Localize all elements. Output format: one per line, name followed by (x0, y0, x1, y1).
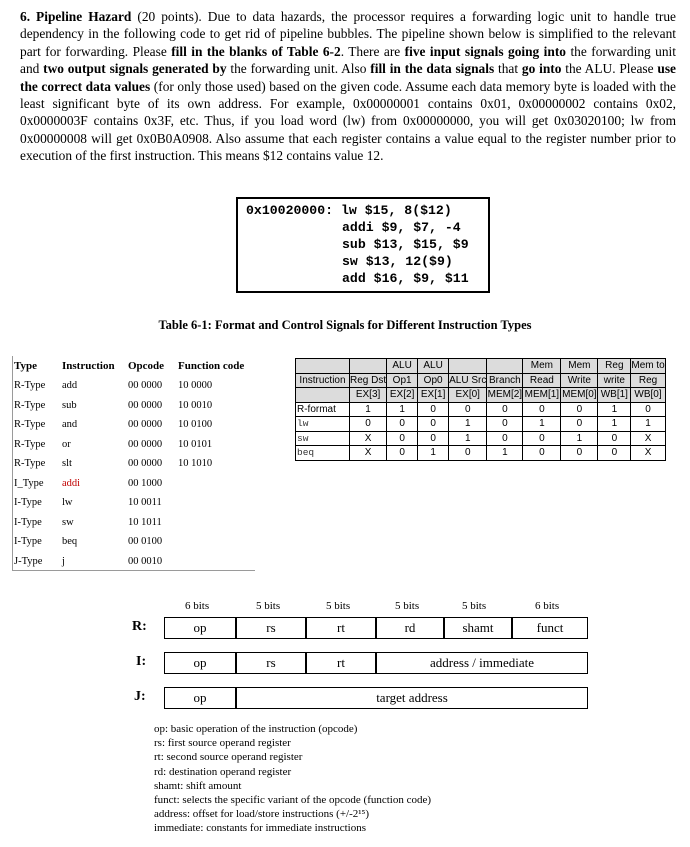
table-row: J-Type j 00 0010 (14, 555, 163, 567)
problem-statement: 6. Pipeline Hazard (20 points). Due to data hazards, the processor requires a forwarding logic unit to handle true dependency in the following code to get rid of pipeline bubbles. The pipeline shown below is simplified to the relevant part for forwarding. Please fill in the blanks of Table 6-2. There are five input signals going into the forwarding unit and two output signals generated by the forwarding unit. Also fill in the data signals that go into the ALU. Please use the correct data values (for only those used) based on the given code. Assume each data memory byte is loaded with the least significant byte of its own address. For example, 0x00000001 contains 0x01, 0x00000002 contains 0x02, 0x0000003F contains 0x3F, etc. Thus, if you load word (lw) from 0x00000000, you will get 0x03020100; lw from 0x00000008 will get 0x0B0A0908. Also assume that each register contains a value equal to the register number prior to execution of the first instruction. This means $12 contains value 12. (20, 9, 676, 164)
field-rd: rd (376, 617, 444, 639)
bits-label: 5 bits (256, 600, 281, 612)
table-row: I_Type addi 00 1000 (14, 474, 268, 494)
field-target-address: target address (236, 687, 588, 709)
bits-label: 5 bits (326, 600, 351, 612)
field-legend (154, 722, 431, 836)
table-row: sw X 0 0 1 0 0 1 0 X (296, 431, 666, 446)
table-row: R-Type sub 00 0000 10 0010 (14, 399, 213, 411)
control-signals-table (295, 358, 666, 461)
table-header-row: Type Instruction Opcode Function code (14, 360, 245, 372)
code-line: addi $9, $7, -4 (342, 220, 461, 235)
bits-label: 5 bits (462, 600, 487, 612)
table-row: I-Type lw 10 0011 (14, 497, 162, 509)
j-format-label: J: (134, 689, 146, 704)
field-rt: rt (306, 617, 376, 639)
table-row: R-Type add 00 0000 10 0000 (14, 380, 213, 392)
code-listing (236, 197, 490, 293)
field-funct: funct (512, 617, 588, 639)
ctrl-header-row: EX[3] EX[2] EX[1] EX[0] MEM[2] MEM[1] MEM[0] WB[1] WB[0] (296, 388, 666, 403)
bits-label: 5 bits (395, 600, 420, 612)
legend-line: funct: selects the specific variant of the opcode (function code) (154, 794, 432, 807)
code-line: sub $13, $15, $9 (342, 237, 469, 252)
table-caption: Table 6-1: Format and Control Signals for Different Instruction Types (158, 318, 532, 332)
code-line: add $16, $9, $11 (342, 271, 469, 286)
table-row: R-Type or 00 0000 10 0101 (14, 438, 213, 450)
field-op: op (164, 617, 236, 639)
field-rs: rs (236, 652, 306, 674)
field-rs: rs (236, 617, 306, 639)
legend-line: rt: second source operand register (154, 751, 303, 764)
code-line: 0x10020000: lw $15, 8($12) (246, 203, 452, 218)
instruction-types-table (14, 356, 268, 571)
code-line: sw $13, 12($9) (342, 254, 453, 269)
table-row: R-format 1 1 0 0 0 0 0 1 0 (296, 402, 666, 417)
table-row: I-Type beq 00 0100 (14, 536, 163, 548)
table-row: R-Type and 00 0000 10 0100 (14, 419, 213, 431)
legend-line: rs: first source operand register (154, 737, 291, 750)
field-address-immediate: address / immediate (376, 652, 588, 674)
field-shamt: shamt (444, 617, 512, 639)
bits-label: 6 bits (535, 600, 560, 612)
table-row: beq X 0 1 0 1 0 0 0 X (296, 446, 666, 461)
field-op: op (164, 687, 236, 709)
legend-line: immediate: constants for immediate instructions (154, 822, 367, 835)
problem-title: 6. Pipeline Hazard (20, 9, 132, 24)
legend-line: address: offset for load/store instructions (+/-2¹⁵) (154, 808, 370, 821)
highlighted-instruction: addi (62, 477, 81, 489)
field-op: op (164, 652, 236, 674)
table-row: I-Type sw 10 1011 (14, 516, 162, 528)
i-format-label: I: (136, 654, 147, 669)
legend-line: rd: destination operand register (154, 765, 292, 778)
table-row: R-Type slt 00 0000 10 1010 (14, 458, 213, 470)
table-row: lw 0 0 0 1 0 1 0 1 1 (296, 417, 666, 432)
field-rt: rt (306, 652, 376, 674)
r-format-label: R: (132, 619, 147, 634)
legend-line: shamt: shift amount (154, 779, 242, 792)
legend-line: op: basic operation of the instruction (opcode) (154, 723, 358, 735)
ctrl-header-row: ALU ALU Mem Mem Reg Mem to (296, 359, 666, 374)
ctrl-header-row: Instruction Reg Dst Op1 Op0 ALU Src Branch Read Write write Reg (296, 373, 666, 388)
bits-label: 6 bits (185, 600, 210, 612)
